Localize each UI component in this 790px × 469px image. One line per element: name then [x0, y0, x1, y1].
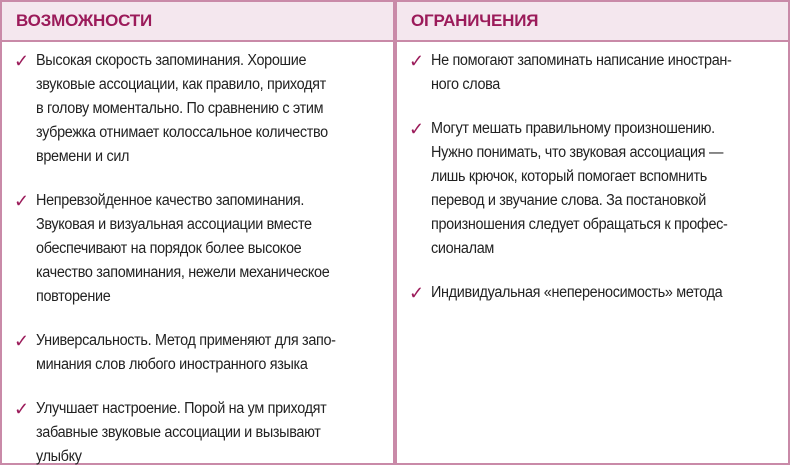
list-item	[14, 397, 383, 469]
list-item	[14, 329, 383, 377]
list-item	[409, 281, 778, 305]
list-item	[14, 189, 383, 309]
list-item	[14, 49, 383, 169]
possibilities-list	[2, 42, 393, 469]
check-icon: ✓	[409, 51, 425, 71]
item-text: Высокая скорость запоминания. Хорошие звуковые ассоциации, как правило, приходят в голову моментально. По сравнению с этим зубрежка отнимает колоссальное количество времени и сил	[36, 52, 328, 165]
item-text: Непревзойденное качество запоминания. Звуковая и визуальная ассоциации вместе обеспечивают на порядок более высокое качество запоминания, нежели механическое повторение	[36, 192, 330, 305]
item-text: Не помогают запоминать написание иностран- ного слова	[431, 52, 732, 93]
column-header: ВОЗМОЖНОСТИ	[2, 2, 393, 42]
item-text: Индивидуальная «непереносимость» метода	[431, 284, 723, 301]
check-icon: ✓	[14, 399, 30, 419]
limitations-list	[397, 42, 788, 305]
list-item	[409, 49, 778, 97]
limitations-column	[395, 0, 790, 465]
check-icon: ✓	[409, 119, 425, 139]
list-item	[409, 117, 778, 261]
column-header: ОГРАНИЧЕНИЯ	[397, 2, 788, 42]
item-text: Улучшает настроение. Порой на ум приходят забавные звуковые ассоциации и вызывают улыбку	[36, 400, 327, 465]
check-icon: ✓	[14, 51, 30, 71]
item-text: Универсальность. Метод применяют для запо- минания слов любого иностранного языка	[36, 332, 336, 373]
check-icon: ✓	[14, 331, 30, 351]
possibilities-column	[0, 0, 395, 465]
item-text: Могут мешать правильному произношению. Нужно понимать, что звуковая ассоциация — лишь крючок, который помогает вспомнить перевод и звучание слова. За постановкой произношения следует обращаться к профес- сионалам	[431, 120, 728, 257]
check-icon: ✓	[14, 191, 30, 211]
check-icon: ✓	[409, 283, 425, 303]
